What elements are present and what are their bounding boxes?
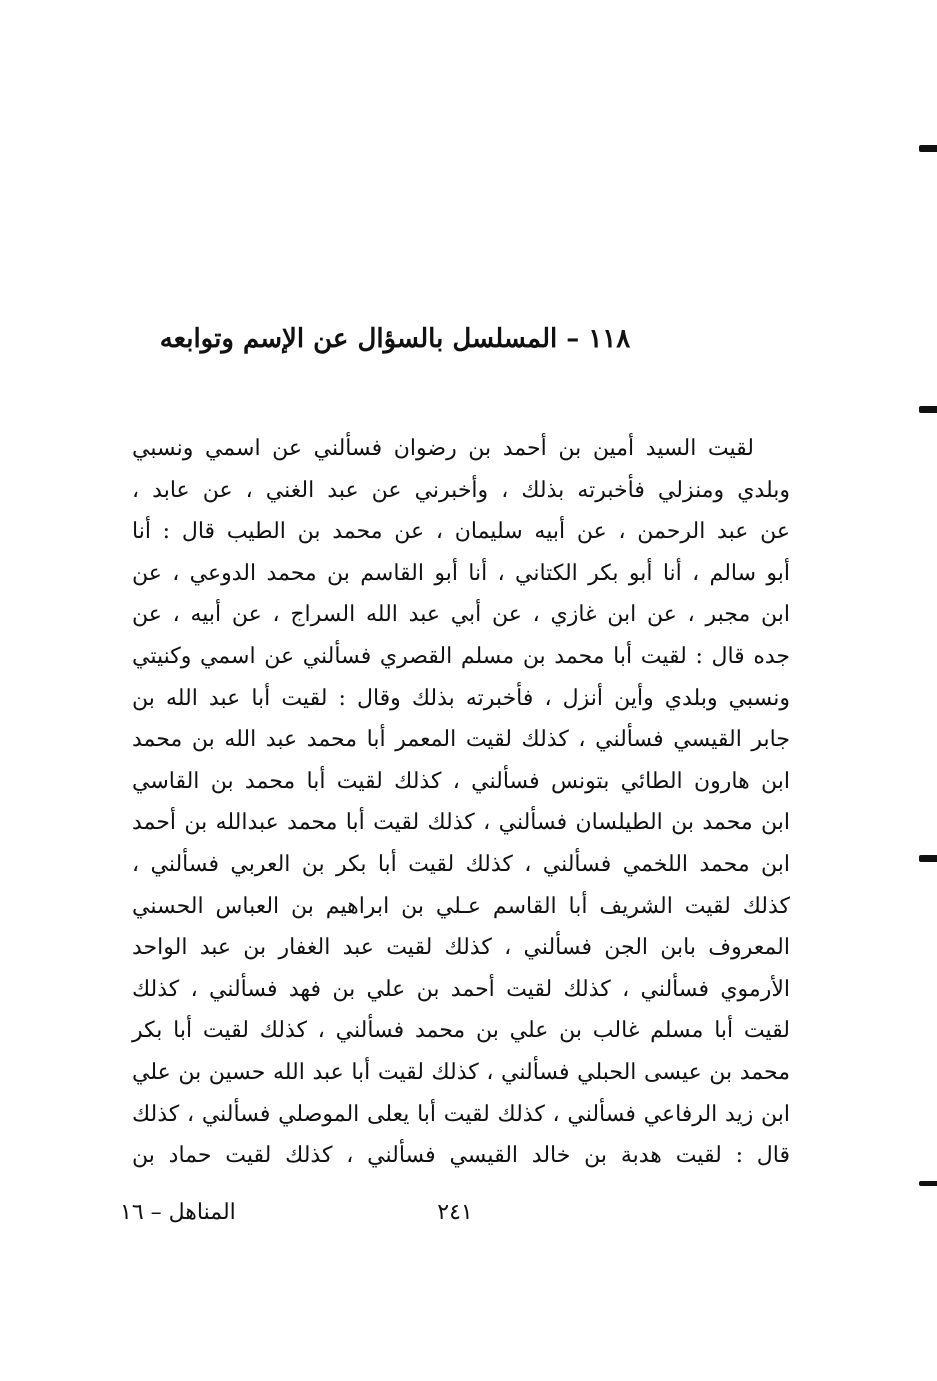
paragraph-line: عن عبد الرحمن ، عن أبيه سليمان ، عن محمد بن الطيب قال : أنا <box>132 519 790 545</box>
paragraph-line: وبلدي ومنزلي فأخبرته بذلك ، وأخبرني عن عبد الغني ، عن عابد ، <box>132 477 790 503</box>
paragraph-line: أبو سالم ، أنا أبو بكر الكتاني ، أنا أبو القاسم بن محمد الدوعي ، عن <box>132 560 790 586</box>
chapter-heading: ١١٨ – المسلسل بالسؤال عن الإسم وتوابعه <box>159 324 631 354</box>
paragraph-line: ابن محمد اللخمي فسألني ، كذلك لقيت أبا بكر بن العربي فسألني ، <box>132 851 790 877</box>
paragraph-line: لقيت أبا مسلم غالب بن علي بن محمد فسألني ، كذلك لقيت أبا بكر <box>132 1018 790 1044</box>
paragraph-line: كذلك لقيت الشريف أبا القاسم عـلي بن ابراهيم بن العباس الحسني <box>132 893 790 919</box>
margin-tick-mark <box>919 406 937 413</box>
margin-tick-mark <box>919 145 937 152</box>
paragraph-line: محمد بن عيسى الحبلي فسألني ، كذلك لقيت أبا عبد الله حسين بن علي <box>132 1059 791 1085</box>
paragraph-line: المعروف بابن الجن فسألني ، كذلك لقيت عبد الغفار بن عبد الواحد <box>132 935 790 961</box>
printer-signature: المناهل – ١٦ <box>120 1200 236 1225</box>
paragraph-line: قال : لقيت هدبة بن خالد القيسي فسألني ، كذلك لقيت حماد بن <box>132 1143 790 1169</box>
paragraph-line: ابن محمد بن الطيلسان فسألني ، كذلك لقيت أبا محمد عبدالله بن أحمد <box>132 810 790 836</box>
paragraph-line: جابر القيسي فسألني ، كذلك لقيت المعمر أبا محمد عبد الله بن محمد <box>132 727 790 753</box>
margin-tick-mark <box>919 855 937 862</box>
hadith-paragraph <box>132 428 790 1177</box>
paragraph-line: جده قال : لقيت أبا محمد بن مسلم القصري فسألني عن اسمي وكنيتي <box>132 643 790 669</box>
paragraph-line: ونسبي وبلدي وأين أنزل ، فأخبرته بذلك وقال : لقيت أبا عبد الله بن <box>132 685 790 711</box>
margin-tick-mark <box>919 1181 937 1186</box>
paragraph-line: ابن زيد الرفاعي فسألني ، كذلك لقيت أبا يعلى الموصلي فسألني ، كذلك <box>132 1101 790 1127</box>
page-number: ٢٤١ <box>437 1200 473 1225</box>
paragraph-line: الأرموي فسألني ، كذلك لقيت أحمد بن علي بن فهد فسألني ، كذلك <box>132 976 790 1002</box>
paragraph-line: ابن مجبر ، عن ابن غازي ، عن أبي عبد الله السراج ، عن أبيه ، عن <box>132 602 790 628</box>
paragraph-line: ابن هارون الطائي بتونس فسألني ، كذلك لقيت أبا محمد بن القاسي <box>132 768 790 794</box>
paragraph-line: لقيت السيد أمين بن أحمد بن رضوان فسألني عن اسمي ونسبي <box>132 436 754 461</box>
